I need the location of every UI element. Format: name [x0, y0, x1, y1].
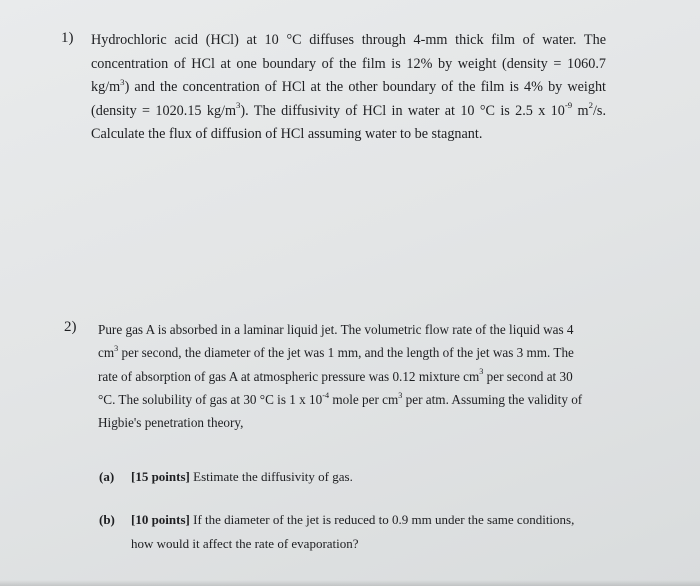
part-b-text: [10 points] If the diameter of the jet is reduced to 0.9 mm under the same conditions, how would it affect the rate of evaporation? — [131, 512, 575, 551]
question-1-text: Hydrochloric acid (HCl) at 10 °C diffuses through 4-mm thick film of water. The concentration of HCl at one boundary of the film is 12% by weight (density = 1060.7 $kg/m^3$) and the concentration of HCl at the other boundary of the film is 4% by weight (density = 1020.15 $kg/m^3$). The diffusivity of HCl in water at 10 °C is 2.5 x $10^{-9}$ $m^2/s$. Calculate the flux of diffusion of HCl assuming water to be stagnant. — [91, 32, 606, 143]
part-b-points: [10 points] — [131, 512, 190, 527]
page-edge-shadow — [0, 580, 700, 586]
part-a-points: [15 points] — [131, 469, 190, 484]
part-a-label: (a) — [99, 469, 115, 484]
part-a-text: [15 points] Estimate the diffusivity of gas. — [131, 469, 353, 484]
question-2-number: 2) — [64, 319, 77, 335]
part-b-label: (b) — [99, 512, 115, 527]
question-1-number: 1) — [61, 30, 74, 46]
question-2-text: Pure gas A is absorbed in a laminar liquid jet. The volumetric flow rate of the liquid was 4 $cm^3$ per second, the diameter of the jet was 1 mm, and the length of the jet was 3 mm. The rate of absorption of gas A at atmospheric pressure was 0.12 mixture $cm^3$ per second at 30 °C. The solubility of gas at 30 °C is 1 x $10^{-4}$ mole per $cm^3$ per atm. Assuming the validity of Higbie's penetration theory, — [98, 322, 583, 431]
